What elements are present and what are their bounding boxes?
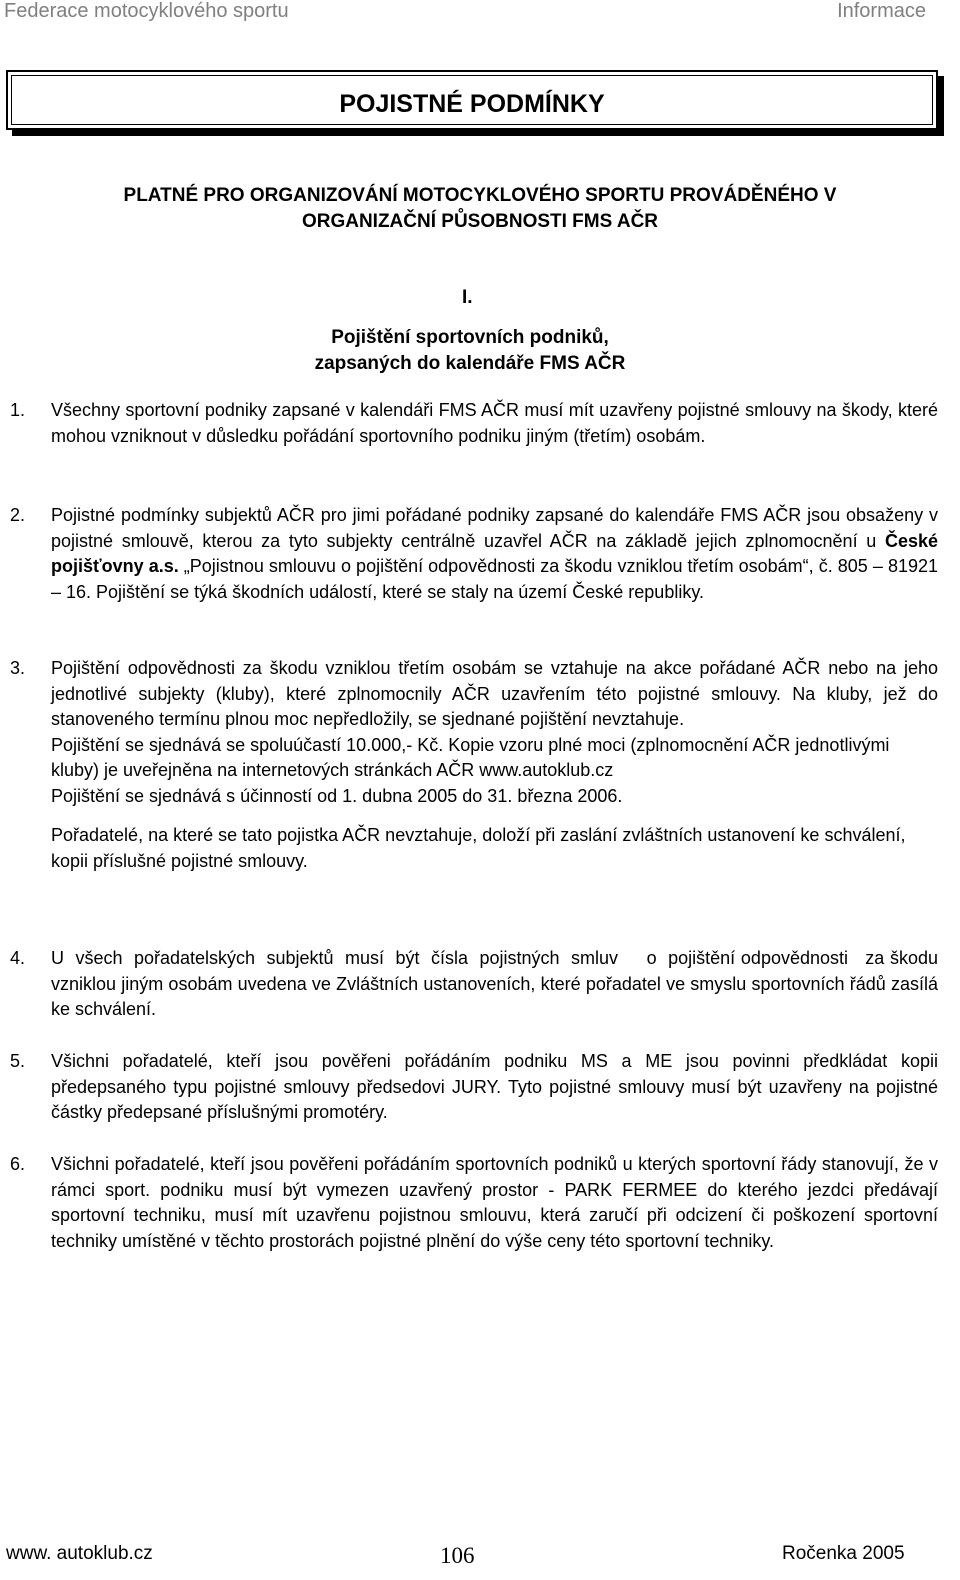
list-item (10, 503, 938, 605)
item-text: Všechny sportovní podniky zapsané v kalendáři FMS AČR musí mít uzavřeny pojistné smlouvy na škody, které mohou vzniknout v důsledku pořádání sportovního podniku jiným (třetím) osobám. (51, 400, 938, 446)
item-text: Pojištění odpovědnosti za škodu vzniklou třetím osobám se vztahuje na akce pořádané AČR nebo na jeho jednotlivé subjekty (kluby), které zplnomocnily AČR uzavřením této pojistné smlouvy. Na kluby, jež do stanoveného termínu plnou moc nepředložily, se sjednané pojištění nevztahuje. (51, 658, 938, 729)
list-item (10, 1152, 938, 1254)
section-title-line-2: zapsaných do kalendáře FMS AČR (314, 353, 626, 374)
subtitle-line-2: ORGANIZAČNÍ PŮSOBNOSTI FMS AČR (301, 211, 659, 232)
item-number: 5. (10, 1051, 26, 1071)
footer-yearbook: Ročenka 2005 (782, 1543, 905, 1564)
page-number: 106 (440, 1543, 475, 1568)
item-text: Všichni pořadatelé, kteří jsou pověřeni pořádáním sportovních podniků u kterých sportovní řády stanovují, že v rámci sport. podniku musí být vymezen uzavřený prostor - PARK FERMEE do kterého jezdci předávají sportovní techniku, musí mít uzavřenu pojistnou smlouvu, která zaručí při odcizení či poškození sportovní techniky umístěné v těchto prostorách pojistné plnění do výše ceny této sportovní techniky. (51, 1154, 938, 1251)
list-item (10, 946, 944, 1023)
item-number: 6. (10, 1154, 26, 1174)
item-text: Pojistné podmínky subjektů AČR pro jimi pořádané podniky zapsané do kalendáře FMS AČR jsou obsaženy v pojistné smlouvě, kterou za tyto subjekty centrálně uzavřel AČR na základě jejich zplnomocnění u České pojišťovny a.s. „Pojistnou smlouvu o pojištění odpovědnosti za škodu vzniklou třetím osobám“, č. 805 – 81921 – 16. Pojištění se týká škodních událostí, které se staly na území České republiky. (51, 505, 938, 602)
document-subtitle (20, 183, 940, 235)
item-text: Pojištění se sjednává s účinností od 1. dubna 2005 do 31. března 2006. (51, 785, 623, 806)
list-item (10, 398, 938, 449)
header-left: Federace motocyklového sportu (4, 0, 289, 22)
item-number: 3. (10, 658, 26, 678)
section-title (250, 325, 690, 377)
section-title-line-1: Pojištění sportovních podniků, (331, 327, 609, 348)
title-box (6, 70, 938, 130)
item-number: 2. (10, 505, 26, 525)
list-item (10, 656, 938, 874)
section-number: I. (462, 287, 473, 308)
item-text: U všech pořadatelských subjektů musí být čísla pojistných smluv o pojištění odpovědnosti za škodu vzniklou jiným osobám uvedena ve Zvláštních ustanoveních, které pořadatel ve smyslu sportovních řádů zasílá ke schválení. (51, 948, 944, 1019)
item-number: 4. (10, 948, 26, 968)
insurer-name: České pojišťovny a.s. (51, 530, 938, 576)
subtitle-line-1: PLATNÉ PRO ORGANIZOVÁNÍ MOTOCYKLOVÉHO SPORTU PROVÁDĚNÉHO V (123, 185, 837, 206)
page-title: POJISTNÉ PODMÍNKY (339, 90, 605, 118)
footer-website: www. autoklub.cz (6, 1543, 153, 1564)
item-text: Všichni pořadatelé, kteří jsou pověřeni pořádáním podniku MS a ME jsou povinni předkládat kopii předepsaného typu pojistné smlouvy předsedovi JURY. Tyto pojistné smlouvy musí být uzavřeny na pojistné částky předepsané příslušnými promotéry. (51, 1051, 938, 1122)
item-number: 1. (10, 400, 26, 420)
header-right: Informace (837, 0, 926, 22)
list-item (10, 1049, 938, 1126)
item-text: Pojištění se sjednává se spoluúčastí 10.000,- Kč. Kopie vzoru plné moci (zplnomocnění AČR jednotlivými kluby) je uveřejněna na internetových stránkách AČR www.autoklub.cz (51, 734, 890, 780)
item-text: Pořadatelé, na které se tato pojistka AČR nevztahuje, doloží při zaslání zvláštních ustanovení ke schválení, kopii příslušné pojistné smlouvy. (51, 825, 906, 871)
